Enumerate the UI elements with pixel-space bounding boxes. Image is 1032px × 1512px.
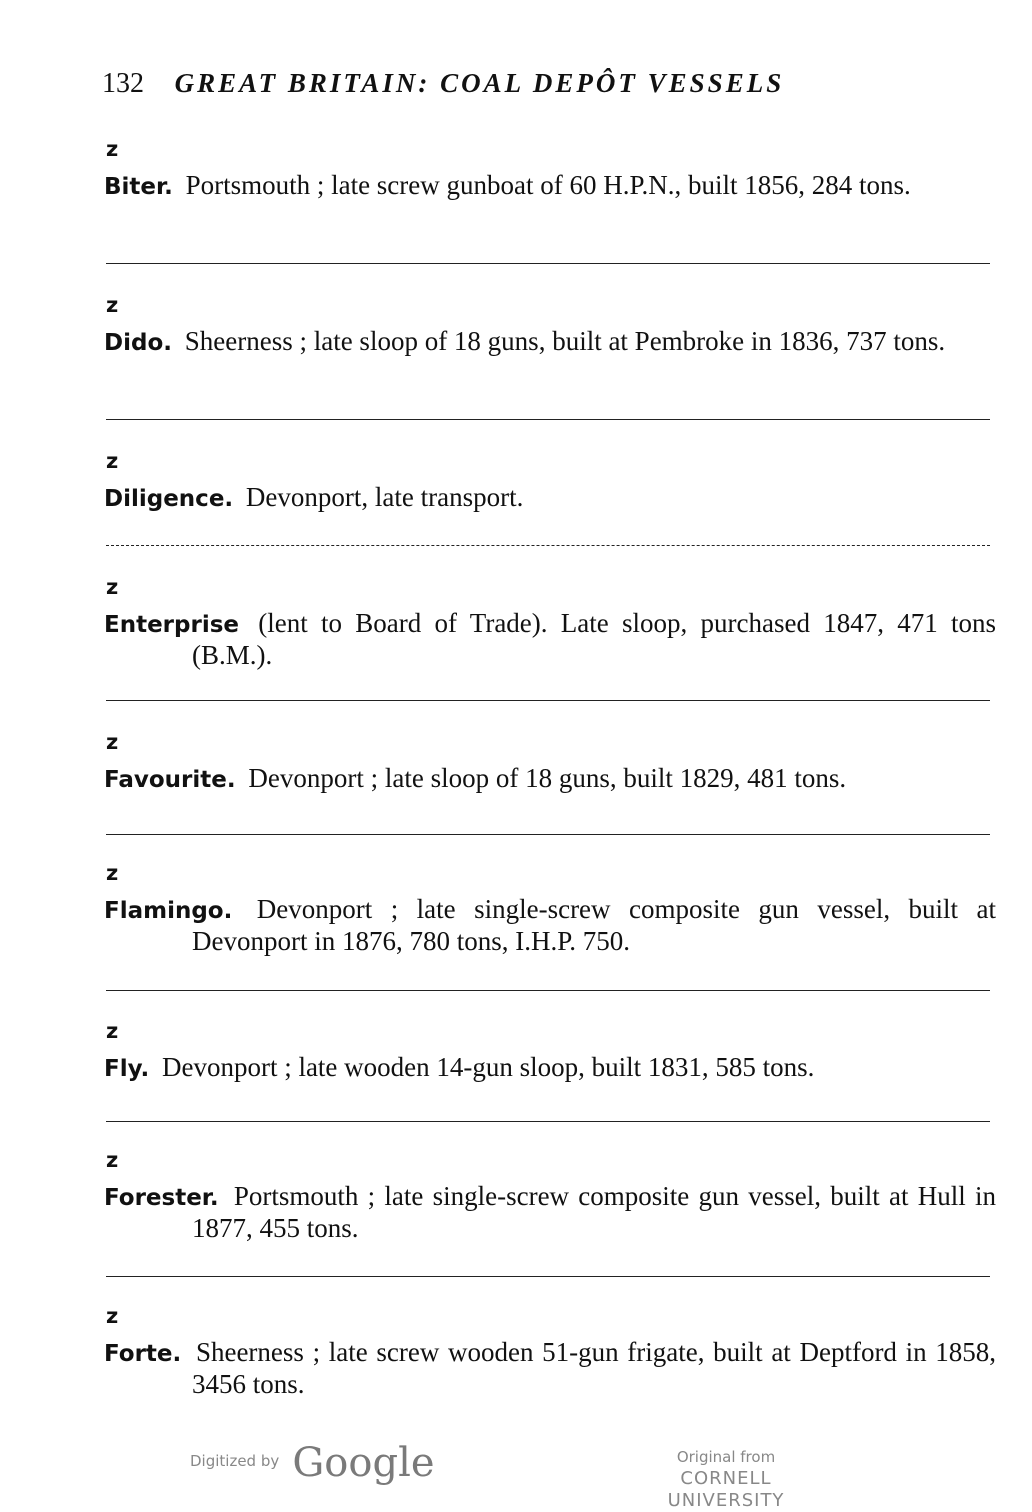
divider-rule: [106, 263, 990, 264]
entry-marker: z: [106, 575, 119, 599]
digitized-by-label: Digitized by: [190, 1452, 280, 1470]
vessel-entry-favourite: [104, 729, 996, 795]
vessel-description: Portsmouth ; late single-screw composite gun vessel, built at Hull in 1877, 455 tons.: [192, 1181, 996, 1243]
entry-marker: z: [106, 1019, 119, 1043]
vessel-entry-flamingo: [104, 860, 996, 956]
vessel-entry-biter: [104, 136, 996, 202]
divider-rule: [106, 834, 990, 835]
vessel-entry-dido: [104, 292, 996, 358]
page-header: [102, 68, 932, 100]
vessel-entry-diligence: [104, 448, 996, 514]
vessel-description: Sheerness ; late screw wooden 51-gun frigate, built at Deptford in 1858, 3456 tons.: [192, 1337, 997, 1399]
vessel-name: Diligence.: [104, 486, 234, 512]
entry-marker: z: [106, 861, 119, 885]
entry-body: [104, 1337, 996, 1399]
vessel-entry-fly: [104, 1018, 996, 1084]
page-number: 132: [102, 68, 144, 99]
source-attribution: [620, 1446, 832, 1512]
original-from-label: Original from: [676, 1448, 776, 1466]
vessel-description: Sheerness ; late sloop of 18 guns, built at Pembroke in 1836, 737 tons.: [184, 326, 946, 356]
entry-body: [104, 170, 996, 202]
vessel-name: Enterprise: [104, 612, 240, 638]
entry-body: [104, 894, 996, 956]
vessel-name: Dido.: [104, 330, 172, 356]
vessel-name: Forte.: [104, 1341, 182, 1367]
entry-body: [104, 763, 996, 795]
entry-body: [104, 608, 996, 670]
entry-body: [104, 1052, 996, 1084]
entry-marker: z: [106, 730, 119, 754]
vessel-name: Biter.: [104, 174, 173, 200]
digitized-by-google: [190, 1440, 435, 1486]
vessel-description: Devonport ; late sloop of 18 guns, built 1829, 481 tons.: [248, 763, 847, 793]
entry-marker: z: [106, 1304, 119, 1328]
vessel-name: Flamingo.: [104, 898, 233, 924]
divider-rule: [106, 1121, 990, 1122]
vessel-entry-enterprise: [104, 574, 996, 670]
entry-marker: z: [106, 449, 119, 473]
vessel-name: Favourite.: [104, 767, 236, 793]
vessel-name: Fly.: [104, 1056, 150, 1082]
running-title: GREAT BRITAIN: COAL DEPÔT VESSELS: [174, 68, 785, 98]
divider-rule: [106, 419, 990, 420]
vessel-description: Devonport ; late single-screw composite gun vessel, built at Devonport in 1876, 780 tons, I.H.P. 750.: [192, 894, 996, 956]
vessel-description: Devonport ; late wooden 14-gun sloop, built 1831, 585 tons.: [161, 1052, 815, 1082]
entry-body: [104, 326, 996, 358]
entry-body: [104, 1181, 996, 1243]
divider-rule: [106, 1276, 990, 1277]
vessel-entry-forester: [104, 1147, 996, 1243]
divider-rule: [106, 545, 990, 546]
institution-name: CORNELL UNIVERSITY: [667, 1468, 785, 1511]
vessel-description: Portsmouth ; late screw gunboat of 60 H.P.N., built 1856, 284 tons.: [185, 170, 911, 200]
divider-rule: [106, 700, 990, 701]
divider-rule: [106, 990, 990, 991]
entry-marker: z: [106, 137, 119, 161]
vessel-entry-forte: [104, 1303, 996, 1399]
entry-marker: z: [106, 1148, 119, 1172]
entry-marker: z: [106, 293, 119, 317]
entry-body: [104, 482, 996, 514]
vessel-description: Devonport, late transport.: [245, 482, 524, 512]
google-logo: Google: [292, 1440, 435, 1486]
vessel-description: (lent to Board of Trade). Late sloop, purchased 1847, 471 tons (B.M.).: [192, 608, 997, 670]
vessel-name: Forester.: [104, 1185, 219, 1211]
